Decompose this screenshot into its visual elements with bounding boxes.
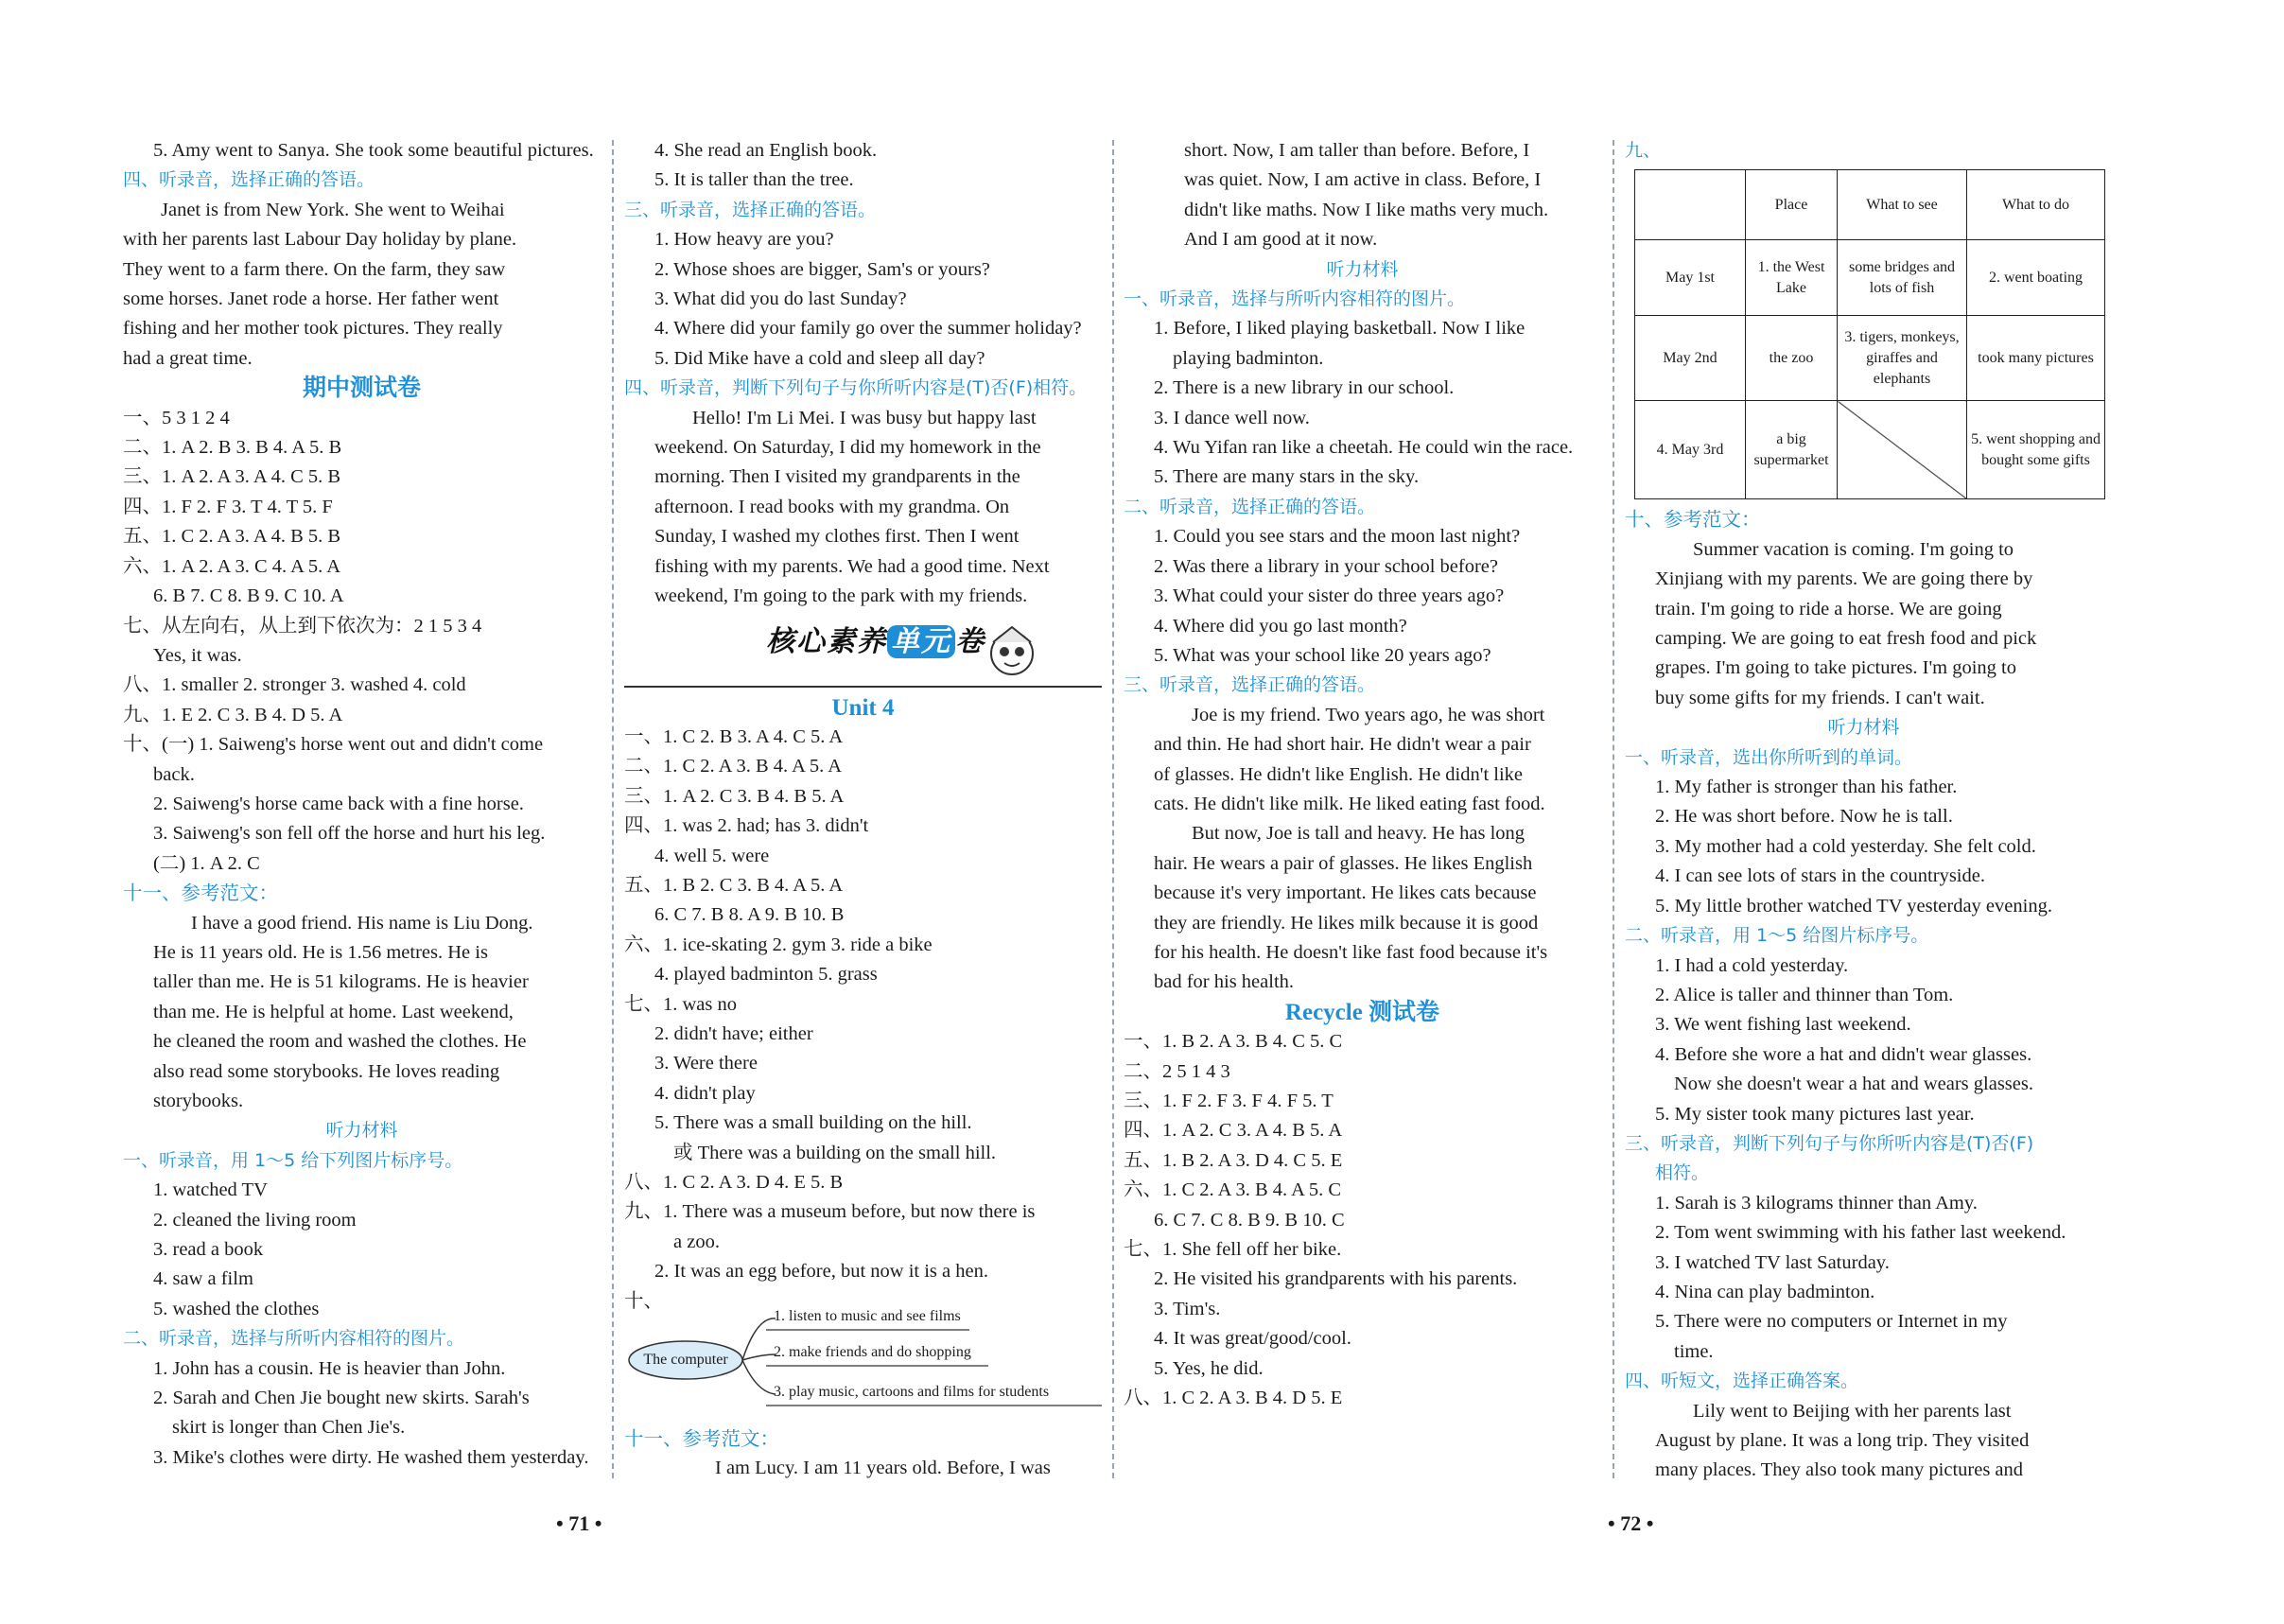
answer-line: back.: [153, 763, 195, 785]
answer-line: 一、5 3 1 2 4: [123, 407, 230, 428]
list-item: 2. There is a new library in our school.: [1154, 377, 1455, 399]
section-heading: 四、听短文，选择正确答案。: [1625, 1371, 1859, 1392]
list-item: 4. Nina can play badminton.: [1655, 1281, 1875, 1302]
table-cell: 1. the West Lake: [1746, 240, 1838, 316]
table-cell: took many pictures: [1967, 316, 2105, 401]
answer-line: 五、1. C 2. A 3. A 4. B 5. B: [123, 526, 341, 548]
table-cell-empty: [1838, 401, 1967, 499]
answer-line: 七、1. She fell off her bike.: [1124, 1239, 1342, 1261]
table-cell: May 2nd: [1635, 316, 1746, 401]
list-item: 1. My father is stronger than his father.: [1655, 777, 1958, 798]
list-item: 1. John has a cousin. He is heavier than John.: [153, 1357, 506, 1379]
column-3: [1124, 136, 1601, 1413]
section-heading: 三、听录音，选择正确的答语。: [1124, 674, 1376, 696]
list-item: 4. She read an English book.: [654, 140, 878, 161]
text-line: 5. Amy went to Sanya. She took some beautiful pictures.: [153, 140, 594, 161]
mind-map-center: The computer: [643, 1352, 728, 1369]
list-item: 1. Sarah is 3 kilograms thinner than Amy.: [1655, 1192, 1978, 1214]
section-heading: 一、听录音，选择与所听内容相符的图片。: [1124, 288, 1466, 310]
answer-line: 4. It was great/good/cool.: [1154, 1328, 1351, 1350]
list-item: 5. My little brother watched TV yesterday evening.: [1655, 895, 2052, 917]
banner-text: 核心素养 单元 卷: [766, 624, 985, 658]
list-item: 4. Where did you go last month?: [1154, 615, 1407, 637]
table-cell: May 1st: [1635, 240, 1746, 316]
mind-map-branch: 3. play music, cartoons and films for students: [774, 1384, 1050, 1401]
page-number-left: • 71 •: [556, 1511, 602, 1535]
list-item: 4. Where did your family go over the summer holiday?: [654, 318, 1082, 340]
list-item: 1. I had a cold yesterday.: [1655, 954, 1849, 976]
answer-line: (二) 1. A 2. C: [153, 852, 260, 874]
column-2: [624, 136, 1102, 1484]
list-item: 5. It is taller than the tree.: [654, 169, 854, 191]
list-item: 4. Before she wore a hat and didn't wear glasses.: [1655, 1043, 2032, 1065]
list-item: playing badminton.: [1173, 347, 1324, 369]
column-divider: [612, 140, 614, 1478]
essay-line: I am Lucy. I am 11 years old. Before, I was: [715, 1458, 1051, 1479]
list-item: 3. What did you do last Sunday?: [654, 288, 907, 310]
column-4: [1625, 136, 2102, 1486]
section-heading: 一、听录音，选出你所听到的单词。: [1625, 746, 1913, 768]
table-row: [1635, 401, 2105, 499]
list-item: 2. Tom went swimming with his father last weekend.: [1655, 1222, 2066, 1244]
answer-line: 十、(一) 1. Saiweng's horse went out and didn't come: [123, 734, 544, 756]
answer-line: 四、1. was 2. had; has 3. didn't: [624, 815, 869, 837]
table-cell: 4. May 3rd: [1635, 401, 1746, 499]
answer-line: 2. It was an egg before, but now it is a hen.: [654, 1261, 988, 1283]
answer-line: 十一、参考范文：: [123, 882, 278, 905]
section-heading: 二、听录音，用 1～5 给图片标序号。: [1625, 925, 1929, 947]
answer-line: 或 There was a building on the small hill.: [673, 1142, 997, 1163]
answer-line: 6. C 7. B 8. A 9. B 10. B: [654, 904, 845, 926]
list-item: skirt is longer than Chen Jie's.: [172, 1417, 406, 1439]
passage: Hello! I'm Li Mei. I was busy but happy last weekend. On Saturday, I did my homework in the morning. Then I visited my grandparents in the afternoon. I read books with my grandma. On Sunday, I washed my clothes first. Then I went fishing with my parents. We had a good time. Next weekend, I'm going to the park with my friends.: [654, 407, 1050, 607]
section-heading: 三、听录音，判断下列句子与你所听内容是(T)否(F): [1625, 1132, 2034, 1154]
answer-line: 六、1. A 2. A 3. C 4. A 5. A: [123, 555, 341, 577]
table-row: [1635, 240, 2105, 316]
answer-line: 6. B 7. C 8. B 9. C 10. A: [153, 585, 344, 607]
answer-line: 八、1. C 2. A 3. D 4. E 5. B: [624, 1172, 844, 1193]
page-number-right: • 72 •: [1608, 1511, 1654, 1535]
answer-line: 二、1. C 2. A 3. B 4. A 5. A: [624, 756, 843, 777]
answer-line: 3. Tim's.: [1154, 1298, 1221, 1319]
answer-line: 八、1. smaller 2. stronger 3. washed 4. cold: [123, 674, 466, 696]
answer-line: 3. Were there: [654, 1053, 758, 1074]
table-cell: 3. tigers, monkeys, giraffes and elephants: [1838, 316, 1967, 401]
answer-line: 七、1. was no: [624, 993, 738, 1015]
answer-line: 4. played badminton 5. grass: [654, 964, 878, 986]
mind-map-branch: 1. listen to music and see films: [774, 1308, 961, 1325]
answer-line: 四、1. A 2. C 3. A 4. B 5. A: [1124, 1120, 1343, 1142]
list-item: 1. Could you see stars and the moon last night?: [1154, 526, 1521, 548]
answer-line: 二、2 5 1 4 3: [1124, 1060, 1230, 1082]
section-heading: 四、听录音，判断下列句子与你所听内容是(T)否(F)相符。: [624, 377, 1088, 399]
list-item: 4. Wu Yifan ran like a cheetah. He could win the race.: [1154, 437, 1574, 459]
answer-line: 2. Saiweng's horse came back with a fine horse.: [153, 793, 524, 814]
section-heading: 三、听录音，选择正确的答语。: [624, 199, 877, 220]
list-item: 3. What could your sister do three years ago?: [1154, 585, 1505, 607]
list-item: 5. Did Mike have a cold and sleep all day?: [654, 347, 985, 369]
list-item: 5. There were no computers or Internet in my: [1655, 1311, 2008, 1333]
answer-line: 四、1. F 2. F 3. T 4. T 5. F: [123, 496, 333, 517]
list-item: 2. cleaned the living room: [153, 1209, 357, 1231]
essay: short. Now, I am taller than before. Before, I was quiet. Now, I am active in class. Before, I didn't like maths. Now I like maths very much. And I am good at it now.: [1184, 140, 1549, 251]
column-divider: [1112, 140, 1114, 1478]
list-item: 3. I dance well now.: [1154, 407, 1310, 428]
list-item: 3. We went fishing last weekend.: [1655, 1014, 1911, 1036]
table-cell: Place: [1746, 170, 1838, 240]
mind-map-branch: 2. make friends and do shopping: [774, 1344, 971, 1361]
section-heading: 九、: [1625, 140, 1662, 161]
column-1: [123, 136, 601, 1473]
section-heading: 相符。: [1655, 1162, 1710, 1184]
answer-line: 2. didn't have; either: [654, 1022, 813, 1044]
list-item: 3. Mike's clothes were dirty. He washed them yesterday.: [153, 1446, 589, 1468]
list-item: 5. What was your school like 20 years ago?: [1154, 644, 1491, 666]
list-item: 1. Before, I liked playing basketball. Now I like: [1154, 318, 1526, 340]
passage: Lily went to Beijing with her parents last August by plane. It was a long trip. They visited many places. They also took many pictures and: [1655, 1400, 2030, 1481]
answer-line: Yes, it was.: [153, 644, 242, 666]
answer-line: 三、1. F 2. F 3. F 4. F 5. T: [1124, 1091, 1334, 1111]
list-item: 3. read a book: [153, 1239, 264, 1261]
answer-line: a zoo.: [673, 1231, 720, 1252]
table-cell: the zoo: [1746, 316, 1838, 401]
table-row: [1635, 316, 2105, 401]
list-item: 1. How heavy are you?: [654, 229, 834, 251]
mascot-icon: [984, 623, 1040, 680]
section-title: 期中测试卷: [302, 375, 421, 402]
listening-title: 听力材料: [1326, 258, 1399, 280]
list-item: 2. He was short before. Now he is tall.: [1655, 806, 1953, 828]
answer-line: 六、1. ice-skating 2. gym 3. ride a bike: [624, 934, 933, 955]
answer-line: 三、1. A 2. C 3. B 4. B 5. A: [624, 785, 845, 807]
answer-line: 5. There was a small building on the hill.: [654, 1112, 972, 1134]
answer-line: 十一、参考范文：: [624, 1427, 779, 1451]
table-cell: What to do: [1967, 170, 2105, 240]
section-heading: 一、听录音，用 1～5 给下列图片标序号。: [123, 1149, 463, 1171]
list-item: 2. Sarah and Chen Jie bought new skirts. Sarah's: [153, 1388, 530, 1409]
table-header-row: [1635, 170, 2105, 240]
section-title: Recycle 测试卷: [1284, 999, 1440, 1025]
answer-line: 一、1. B 2. A 3. B 4. C 5. C: [1124, 1031, 1343, 1053]
list-item: time.: [1674, 1340, 1714, 1362]
section-heading: 二、听录音，选择与所听内容相符的图片。: [123, 1328, 465, 1350]
section-heading: 十、参考范文：: [1625, 508, 1761, 532]
list-item: Now she doesn't wear a hat and wears glasses.: [1674, 1074, 2033, 1095]
list-item: 3. My mother had a cold yesterday. She felt cold.: [1655, 835, 2036, 857]
answer-line: 6. C 7. C 8. B 9. B 10. C: [1154, 1209, 1345, 1231]
answer-line: 4. didn't play: [654, 1082, 756, 1104]
answer-line: 六、1. C 2. A 3. B 4. A 5. C: [1124, 1179, 1342, 1201]
list-item: 4. saw a film: [153, 1268, 253, 1290]
schedule-table: [1634, 169, 2105, 499]
answer-line: 4. well 5. were: [654, 845, 770, 866]
table-cell: 2. went boating: [1967, 240, 2105, 316]
answer-line: 八、1. C 2. A 3. B 4. D 5. E: [1124, 1388, 1343, 1409]
passage: Janet is from New York. She went to Weihai with her parents last Labour Day holiday by plane. They went to a farm there. On the farm, they saw some horses. Janet rode a horse. Her father went fishing and her mother took pictures. They really had a great time.: [123, 199, 517, 369]
list-item: 2. Alice is taller and thinner than Tom.: [1655, 984, 1954, 1005]
essay: Summer vacation is coming. I'm going to Xinjiang with my parents. We are going there by train. I'm going to ride a horse. We are going camping. We are going to eat fresh food and pick grapes. I'm going to take pictures. I'm going to buy some gifts for my friends. I can't wait.: [1655, 538, 2037, 708]
answer-line: 七、从左向右，从上到下依次为：2 1 5 3 4: [123, 615, 482, 637]
unit-title: Unit 4: [831, 694, 895, 721]
answer-line: 九、1. E 2. C 3. B 4. D 5. A: [123, 704, 343, 725]
answer-line: 三、1. A 2. A 3. A 4. C 5. B: [123, 466, 341, 488]
answer-line: 九、1. There was a museum before, but now there is: [624, 1201, 1036, 1223]
list-item: 2. Was there a library in your school before?: [1154, 555, 1498, 577]
table-cell: [1635, 170, 1746, 240]
passage: Joe is my friend. Two years ago, he was short and thin. He had short hair. He didn't wear a pair of glasses. He didn't like English. He didn't like cats. He didn't like milk. He liked eating fast food. But now, Joe is tall and heavy. He has long hair. He wears a pair of glasses. He likes English because it's very important. He likes cats because they are friendly. He likes milk because it is good for his health. He doesn't like fast food because it's bad for his health.: [1154, 704, 1548, 993]
listening-title: 听力材料: [325, 1120, 398, 1142]
answer-line: 3. Saiweng's son fell off the horse and hurt his leg.: [153, 823, 546, 845]
list-item: 2. Whose shoes are bigger, Sam's or yours?: [654, 258, 990, 280]
answer-line: 五、1. B 2. A 3. D 4. C 5. E: [1124, 1149, 1343, 1171]
list-item: 5. washed the clothes: [153, 1298, 320, 1319]
table-cell: some bridges and lots of fish: [1838, 240, 1967, 316]
section-heading: 二、听录音，选择正确的答语。: [1124, 496, 1376, 517]
essay: I have a good friend. His name is Liu Dong. He is 11 years old. He is 1.56 metres. He is taller than me. He is 51 kilograms. He is heavier than me. He is helpful at home. Last weekend, he cleaned the room and washed the clothes. He also read some storybooks. He loves reading storybooks.: [153, 912, 533, 1111]
mind-map: [624, 1298, 1102, 1419]
table-cell: 5. went shopping and bought some gifts: [1967, 401, 2105, 499]
section-heading: 四、听录音，选择正确的答语。: [123, 169, 375, 191]
column-divider: [1613, 140, 1614, 1478]
list-item: 1. watched TV: [153, 1179, 268, 1201]
list-item: 5. My sister took many pictures last year.: [1655, 1103, 1975, 1125]
table-cell: a big supermarket: [1746, 401, 1838, 499]
list-item: 5. There are many stars in the sky.: [1154, 466, 1420, 488]
list-item: 3. I watched TV last Saturday.: [1655, 1251, 1890, 1273]
answer-line: 十、: [624, 1290, 663, 1312]
list-item: 4. I can see lots of stars in the countryside.: [1655, 865, 1985, 887]
answer-line: 一、1. C 2. B 3. A 4. C 5. A: [624, 725, 844, 747]
table-cell: What to see: [1838, 170, 1967, 240]
answer-line: 五、1. B 2. C 3. B 4. A 5. A: [624, 874, 844, 896]
answer-line: 2. He visited his grandparents with his parents.: [1154, 1268, 1518, 1290]
unit-banner: [624, 616, 1102, 688]
answer-line: 二、1. A 2. B 3. B 4. A 5. B: [123, 437, 342, 459]
answer-line: 5. Yes, he did.: [1154, 1357, 1264, 1379]
listening-title: 听力材料: [1827, 717, 1900, 739]
